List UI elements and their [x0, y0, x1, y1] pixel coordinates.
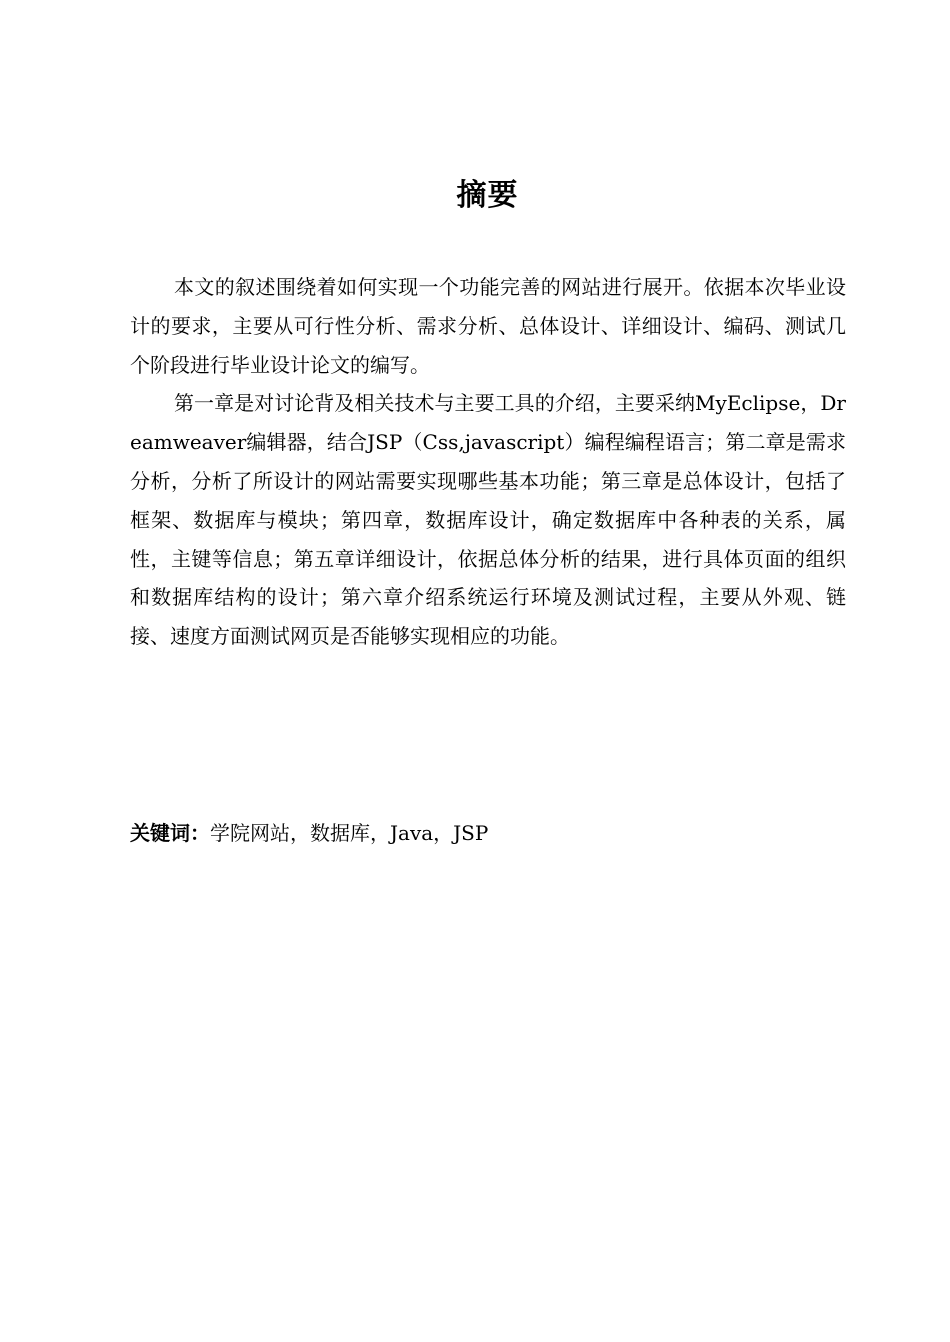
- abstract-title: 摘要: [456, 178, 519, 213]
- abstract-paragraph-2: 第一章是对讨论背及相关技术与主要工具的介绍，主要采纳MyEclipse，Dreamweaver编辑器，结合JSP（Css,javascript）编程编程语言；第二章是需求分析，分析了所设计的网站需要实现哪些基本功能；第三章是总体设计，包括了框架、数据库与模块；第四章，数据库设计，确定数据库中各种表的关系，属性，主键等信息；第五章详细设计，依据总体分析的结果，进行具体页面的组织和数据库结构的设计；第六章介绍系统运行环境及测试过程，主要从外观、链接、速度方面测试网页是否能够实现相应的功能。: [130, 391, 846, 649]
- keywords-label: 关键词：: [130, 821, 210, 845]
- abstract-paragraph-1: 本文的叙述围绕着如何实现一个功能完善的网站进行展开。依据本次毕业设计的要求，主要从可行性分析、需求分析、总体设计、详细设计、编码、测试几个阶段进行毕业设计论文的编写。: [130, 275, 846, 377]
- keywords-line: [130, 814, 846, 852]
- abstract-body: [130, 268, 846, 656]
- keywords-value: 学院网站，数据库，Java，JSP: [210, 821, 489, 845]
